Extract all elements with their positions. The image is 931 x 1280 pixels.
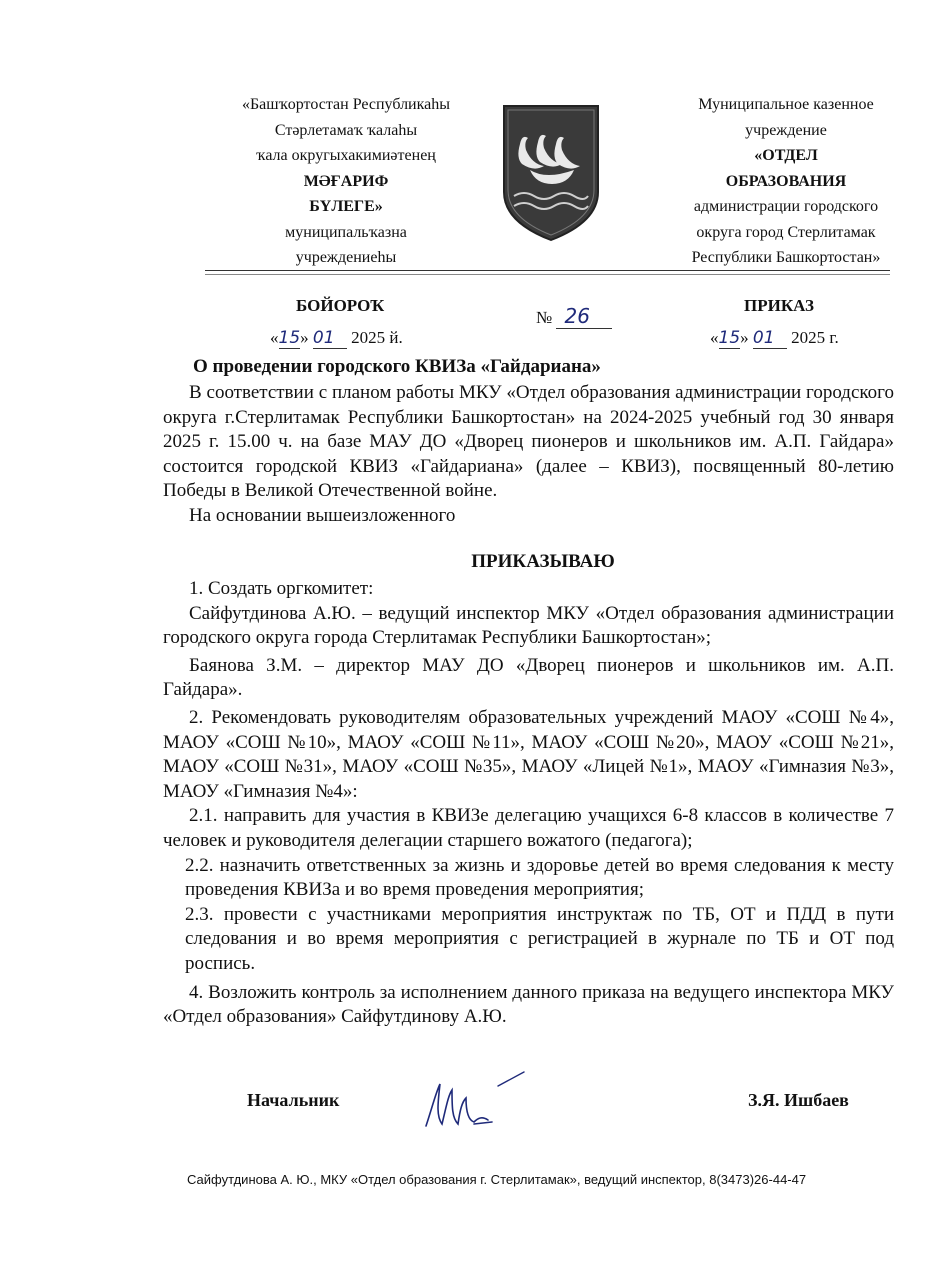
document-body	[163, 381, 894, 529]
date-right-open: «	[710, 328, 719, 347]
date-left	[270, 328, 403, 349]
order-number	[536, 304, 612, 329]
date-left-year: 2025 й.	[351, 328, 403, 347]
coat-of-arms-emblem-icon	[500, 104, 602, 242]
order-number-prefix: №	[536, 308, 553, 327]
date-right-day: 15	[718, 328, 741, 348]
item-2-2: 2.2. назначить ответственных за жизнь и здоровье детей во время следования к месту проведения КВИЗа и во время проведения мероприятия;	[185, 854, 894, 901]
date-right-close: »	[740, 328, 749, 347]
header-divider	[205, 270, 890, 271]
date-right-month: 01	[753, 328, 787, 349]
order-number-value: 26	[556, 304, 612, 329]
header-right-line-6: округа город Стерлитамак	[696, 223, 876, 241]
date-left-close: »	[300, 328, 309, 347]
header-left-line-4: МӘҒАРИФ	[303, 172, 389, 190]
date-right	[710, 328, 839, 349]
item-1-b: Баянова З.М. – директор МАУ ДО «Дворец пионеров и школьников им. А.П. Гайдара».	[163, 654, 894, 701]
item-2: 2. Рекомендовать руководителям образовательных учреждений МАОУ «СОШ №4», МАОУ «СОШ №10», МАОУ «СОШ №11», МАОУ «СОШ №20», МАОУ «СОШ №21», МАОУ «СОШ №31», МАОУ «СОШ №35», МАОУ «Лицей №1», МАОУ «Гимназия №3», МАОУ «Гимназия №4»:	[163, 706, 894, 802]
signature-name: З.Я. Ишбаев	[748, 1090, 849, 1110]
header-right-line-5: администрации городского	[693, 198, 879, 215]
header-right-block	[638, 92, 931, 271]
header-right-line-2: учреждение	[745, 121, 827, 139]
intro-paragraph: В соответствии с планом работы МКУ «Отдел образования администрации городского округа г.Стерлитамак Республики Башкортостан» на 2024-2025 учебный год 30 января 2025 г. 15.00 ч. на базе МАУ ДО «Дворец пионеров и школьников им. А.П. Гайдара» состоится городской КВИЗ «Гайдариана» (далее – КВИЗ), посвященный 80-летию Победы в Великой Отечественной войне.	[163, 382, 894, 502]
order-heading: ПРИКАЗЫВАЮ	[471, 551, 615, 572]
item-4: 4. Возложить контроль за исполнением данного приказа на ведущего инспектора МКУ «Отдел образования» Сайфутдинову А.Ю.	[163, 981, 894, 1028]
date-left-month: 01	[313, 328, 347, 349]
header-right-line-3: «ОТДЕЛ	[754, 147, 818, 164]
order-items	[163, 577, 894, 1030]
footer-contact: Сайфутдинова А. Ю., МКУ «Отдел образования г. Стерлитамак», ведущий инспектор, 8(3473)26-44-47	[187, 1172, 807, 1187]
doctype-left: БОЙОРОҠ	[296, 296, 385, 315]
header-left-block	[196, 92, 496, 271]
basis-paragraph: На основании вышеизложенного	[189, 504, 456, 526]
document-title: О проведении городского КВИЗа «Гайдариана»	[193, 356, 601, 377]
item-1-a: Сайфутдинова А.Ю. – ведущий инспектор МКУ «Отдел образования администрации городского округа города Стерлитамак Республики Башкортостан»;	[163, 602, 894, 649]
signature-position: Начальник	[247, 1090, 340, 1110]
date-left-open: «	[270, 328, 279, 347]
date-right-year: 2025 г.	[791, 328, 839, 347]
header-right-line-7: Республики Башкортостан»	[691, 249, 881, 266]
header-left-line-7: учреждениеһы	[295, 249, 397, 266]
header-right-line-4: ОБРАЗОВАНИЯ	[725, 172, 847, 190]
header-left-line-3: ҡала округыхакимиәтенең	[256, 147, 436, 164]
header-left-line-5: БҮЛЕГЕ»	[309, 198, 383, 215]
item-2-3: 2.3. провести с участниками мероприятия инструктаж по ТБ, ОТ и ПДД в пути следования и во время мероприятия с регистрацией в журнале по ТБ и ОТ под роспись.	[185, 903, 894, 974]
header-left-line-2: Стәрлетамаҡ ҡалаһы	[274, 121, 418, 139]
handwritten-signature-icon	[418, 1068, 528, 1136]
header-right-line-1: Муниципальное казенное	[698, 96, 874, 113]
header-left-line-1: «Башҡортостан Республикаһы	[241, 96, 450, 113]
header-divider-thin	[205, 274, 890, 275]
item-1: 1. Создать оргкомитет:	[189, 578, 374, 599]
doctype-right: ПРИКАЗ	[744, 296, 814, 315]
item-2-1: 2.1. направить для участия в КВИЗе делегацию учащихся 6-8 классов в количестве 7 человек и руководителя делегации старшего вожатого (педагога);	[163, 805, 894, 851]
header-left-line-6: муниципальҡазна	[285, 223, 407, 241]
date-left-day: 15	[278, 328, 301, 348]
